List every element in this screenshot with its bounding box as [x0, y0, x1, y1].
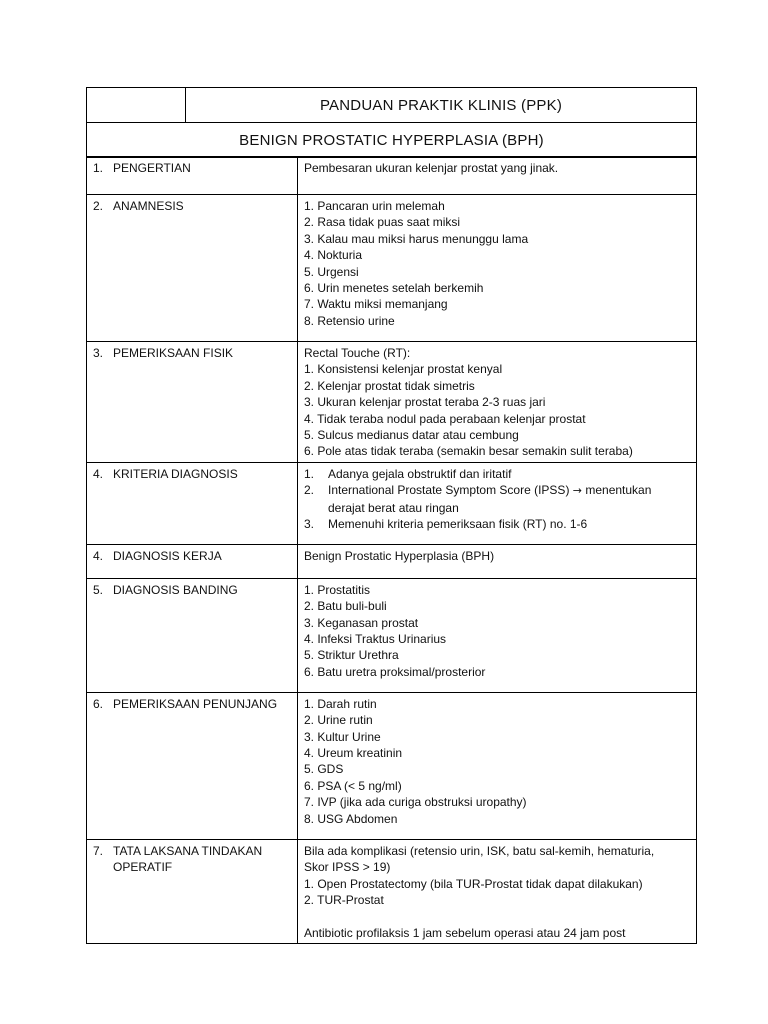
- list-item: 3. Ukuran kelenjar prostat teraba 2-3 ruas jari: [304, 395, 546, 410]
- list-item: 6. Batu uretra proksimal/prosterior: [304, 664, 486, 679]
- row-content-cell: [298, 462, 697, 544]
- row-label: PEMERIKSAAN FISIK: [113, 346, 234, 360]
- list-item: 2. Rasa tidak puas saat miksi: [304, 215, 461, 230]
- table-row: [87, 342, 697, 463]
- row-number: 5.: [93, 582, 104, 597]
- list-heading: Rectal Touche (RT):: [304, 346, 411, 360]
- row-content-cell: [298, 342, 697, 463]
- row-label-cell: [87, 578, 298, 692]
- list-item: 3. Kalau mau miksi harus menunggu lama: [304, 231, 529, 246]
- list-number: 3.: [304, 517, 315, 532]
- row-label-cell: [87, 839, 298, 943]
- row-content-cell: [298, 195, 697, 342]
- content-line: Pembesaran ukuran kelenjar prostat yang jinak.: [304, 161, 559, 175]
- row-number: 1.: [93, 161, 104, 175]
- list-item: 4. Infeksi Traktus Urinarius: [304, 632, 447, 647]
- row-number: 4.: [93, 548, 104, 563]
- row-label-cell: [87, 544, 298, 578]
- table-row: [87, 195, 697, 342]
- content-line: Bila ada komplikasi (retensio urin, ISK, batu sal-kemih, hematuria,: [304, 843, 655, 858]
- document-title: PANDUAN PRAKTIK KLINIS (PPK): [186, 88, 697, 123]
- table-row: [87, 692, 697, 839]
- list-item: 2. Batu buli-buli: [304, 599, 387, 614]
- list-item: 5. Urgensi: [304, 264, 359, 279]
- list-item: [304, 516, 690, 532]
- row-label: DIAGNOSIS BANDING: [113, 582, 238, 597]
- row-content-cell: [298, 839, 697, 943]
- row-label-cell: [87, 195, 298, 342]
- list-text-wrap: derajat berat atau ringan: [328, 500, 459, 515]
- row-number: 3.: [93, 346, 104, 360]
- ppk-table: [86, 156, 697, 944]
- list-item: 3. Keganasan prostat: [304, 615, 419, 630]
- list-item: 1. Open Prostatectomy (bila TUR-Prostat tidak dapat dilakukan): [304, 876, 643, 891]
- row-label: PEMERIKSAAN PENUNJANG: [113, 696, 278, 711]
- content-line: Skor IPSS > 19): [304, 860, 391, 875]
- content-line: Benign Prostatic Hyperplasia (BPH): [304, 548, 495, 563]
- row-label: PENGERTIAN: [113, 161, 191, 175]
- list-item: 5. Striktur Urethra: [304, 648, 399, 663]
- list-item: 5. Sulcus medianus datar atau cembung: [304, 428, 519, 443]
- list-text-cont: menentukan: [585, 483, 652, 498]
- list-number: 2.: [304, 483, 315, 498]
- row-label-cell: [87, 157, 298, 195]
- list-item: 6. Urin menetes setelah berkemih: [304, 281, 484, 296]
- table-row: [87, 462, 697, 544]
- list-item: 2. Urine rutin: [304, 713, 373, 728]
- row-label: ANAMNESIS: [113, 199, 184, 213]
- row-number: 4.: [93, 466, 104, 481]
- list-text: International Prostate Symptom Score (IPSS): [328, 483, 570, 498]
- list-item: 3. Kultur Urine: [304, 729, 381, 744]
- list-text: Memenuhi kriteria pemeriksaan fisik (RT) no. 1-6: [328, 517, 588, 532]
- document-subtitle: BENIGN PROSTATIC HYPERPLASIA (BPH): [87, 123, 697, 158]
- list-item: 5. GDS: [304, 762, 344, 777]
- list-item: [304, 466, 690, 482]
- row-label: TATA LAKSANA TINDAKAN: [113, 843, 263, 858]
- list-item: 1. Darah rutin: [304, 696, 377, 711]
- row-label: KRITERIA DIAGNOSIS: [113, 466, 238, 481]
- row-label-cell: [87, 342, 298, 463]
- header-table: [86, 87, 697, 158]
- blank-line: [304, 908, 690, 924]
- list-item: 8. USG Abdomen: [304, 811, 398, 826]
- table-row: [87, 839, 697, 943]
- list-item: 6. Pole atas tidak teraba (semakin besar semakin sulit teraba): [304, 444, 633, 459]
- list-item: 4. Ureum kreatinin: [304, 746, 403, 761]
- logo-cell: [87, 88, 186, 123]
- list-item: 1. Konsistensi kelenjar prostat kenyal: [304, 362, 503, 377]
- list-item: 8. Retensio urine: [304, 313, 395, 328]
- right-arrow-icon: →: [572, 484, 582, 498]
- row-content-cell: [298, 544, 697, 578]
- row-label-cont: OPERATIF: [113, 860, 173, 875]
- list-item: 7. IVP (jika ada curiga obstruksi uropathy): [304, 795, 527, 810]
- list-item: 6. PSA (< 5 ng/ml): [304, 778, 402, 793]
- row-number: 6.: [93, 696, 104, 711]
- row-content-cell: [298, 578, 697, 692]
- list-item: 1. Prostatitis: [304, 582, 371, 597]
- list-item: 7. Waktu miksi memanjang: [304, 297, 448, 312]
- row-content-cell: [298, 157, 697, 195]
- list-text: Adanya gejala obstruktif dan iritatif: [328, 466, 512, 481]
- row-label: DIAGNOSIS KERJA: [113, 548, 222, 563]
- list-item: 2. Kelenjar prostat tidak simetris: [304, 378, 475, 393]
- table-row: [87, 578, 697, 692]
- row-label-cell: [87, 462, 298, 544]
- row-label-cell: [87, 692, 298, 839]
- table-row: [87, 544, 697, 578]
- row-number: 2.: [93, 199, 104, 213]
- list-item: 4. Nokturia: [304, 248, 363, 263]
- list-item: 1. Pancaran urin melemah: [304, 199, 445, 213]
- table-row: [87, 157, 697, 195]
- list-item: [304, 482, 690, 516]
- row-content-cell: [298, 692, 697, 839]
- list-item: 4. Tidak teraba nodul pada perabaan kelenjar prostat: [304, 411, 586, 426]
- content-line: Antibiotic profilaksis 1 jam sebelum operasi atau 24 jam post: [304, 925, 626, 940]
- row-number: 7.: [93, 843, 104, 858]
- list-item: 2. TUR-Prostat: [304, 893, 384, 908]
- list-number: 1.: [304, 466, 315, 481]
